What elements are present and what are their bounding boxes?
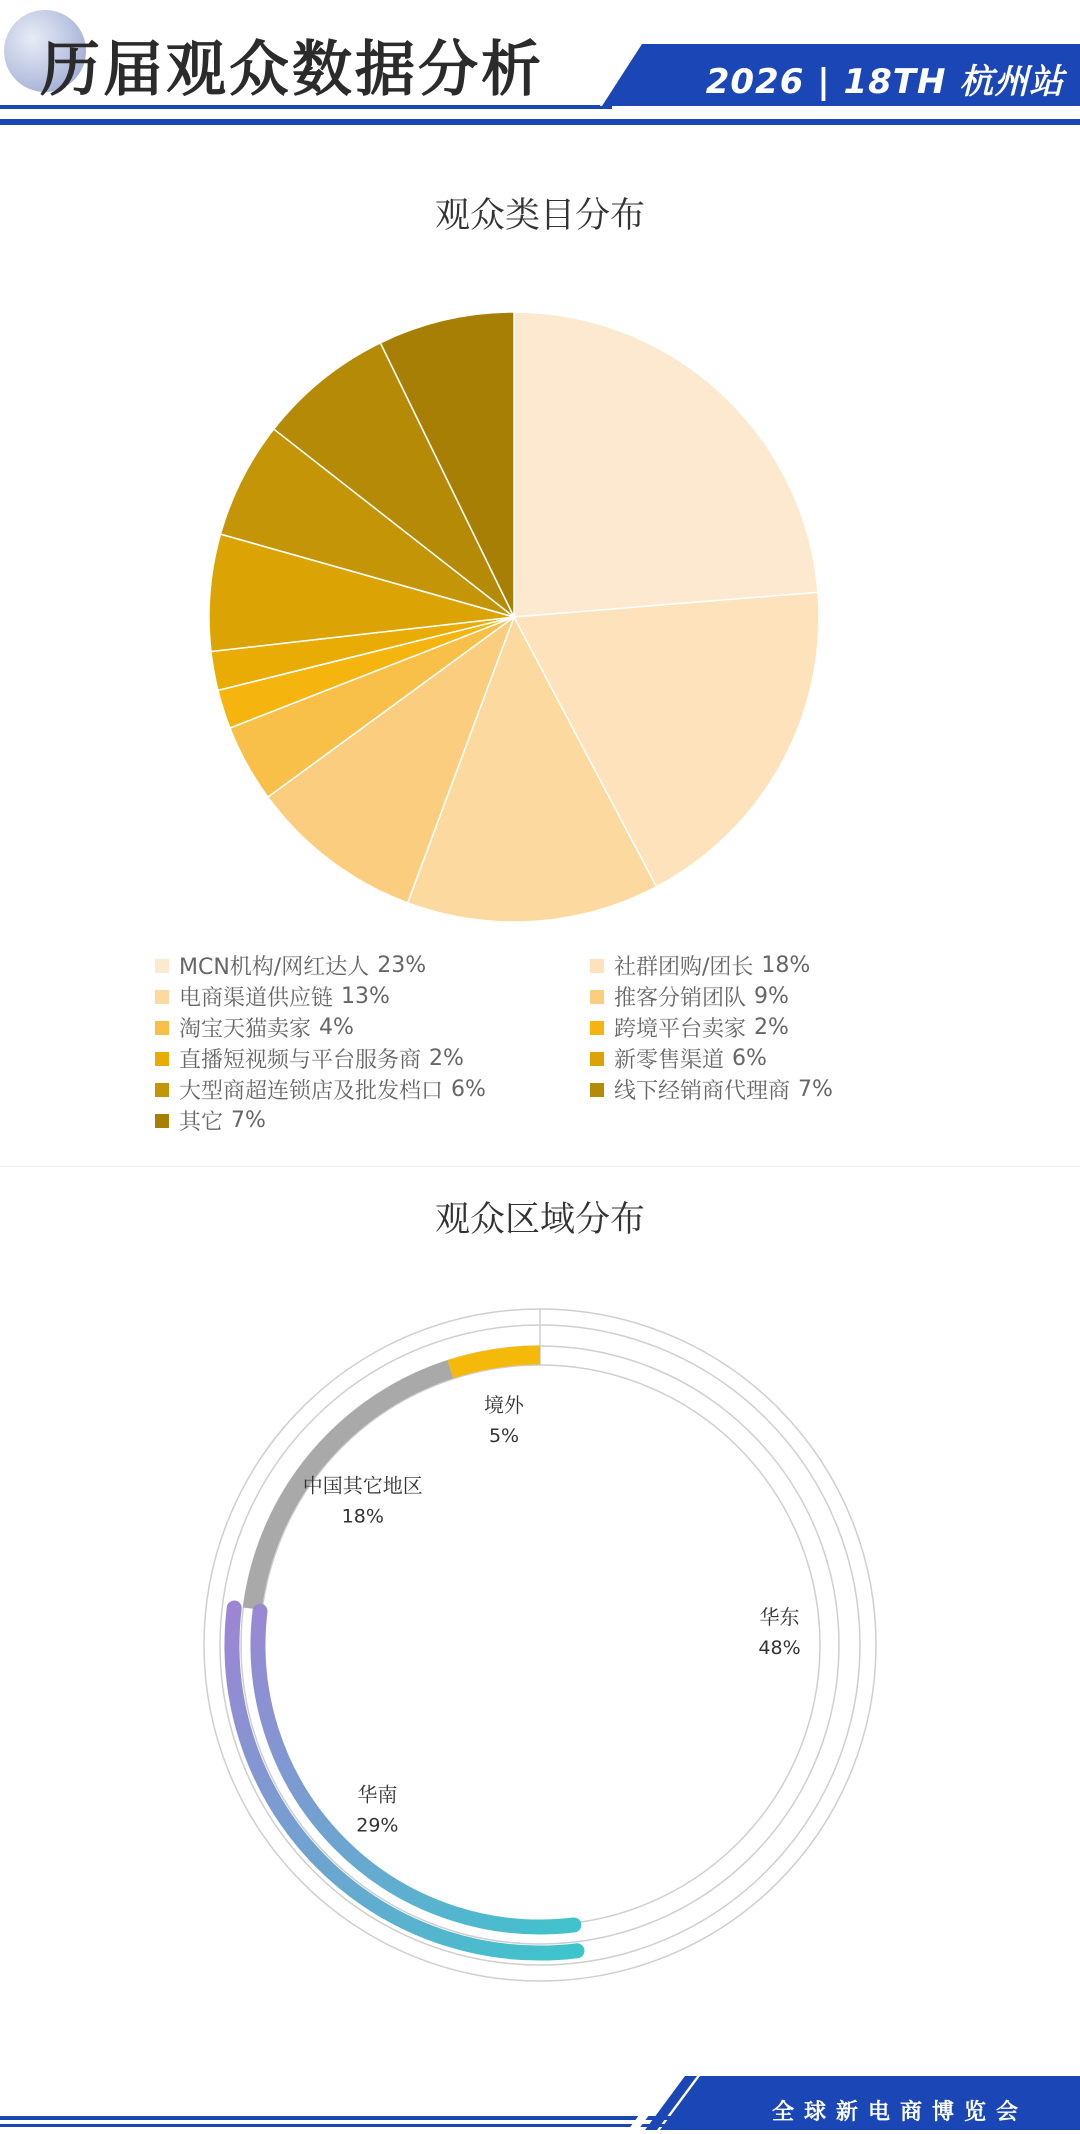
legend-value: 6% <box>732 1046 767 1071</box>
legend-swatch <box>155 1114 169 1128</box>
legend-label: 社群团购/团长 <box>614 955 754 980</box>
legend-label: 推客分销团队 <box>614 986 747 1011</box>
legend-swatch <box>155 1052 169 1066</box>
radial-chart-title: 观众区域分布 <box>434 1200 645 1240</box>
legend-value: 2% <box>429 1046 464 1071</box>
legend-label: 跨境平台卖家 <box>614 1017 747 1042</box>
legend-swatch <box>590 959 604 973</box>
legend-value: 9% <box>754 984 789 1009</box>
legend-swatch <box>590 1021 604 1035</box>
region-value: 29% <box>356 1814 399 1837</box>
region-label: 境外 <box>484 1392 525 1417</box>
footer-text: 全球新电商博览会 <box>771 2100 1028 2125</box>
region-label: 华南 <box>357 1782 398 1807</box>
legend-swatch <box>155 1021 169 1035</box>
region-value: 48% <box>758 1636 801 1659</box>
region-label: 中国其它地区 <box>302 1473 423 1498</box>
legend-item <box>155 1012 354 1043</box>
legend-label: MCN机构/网红达人 <box>179 955 370 980</box>
legend-item <box>155 981 390 1012</box>
legend-item <box>590 981 789 1012</box>
legend-label: 电商渠道供应链 <box>179 986 334 1011</box>
legend-swatch <box>590 1052 604 1066</box>
region-value: 5% <box>488 1424 520 1447</box>
page-title: 历届观众数据分析 <box>40 35 544 105</box>
region-radial-chart <box>0 1270 1080 2000</box>
region-label: 华东 <box>759 1604 800 1629</box>
legend-swatch <box>590 990 604 1004</box>
legend-value: 23% <box>377 953 427 978</box>
legend-value: 18% <box>761 953 811 978</box>
legend-label: 新零售渠道 <box>614 1048 725 1073</box>
region-arc <box>258 1611 574 1927</box>
legend-value: 6% <box>451 1077 486 1102</box>
legend-item <box>155 1043 464 1074</box>
legend-value: 7% <box>231 1108 266 1133</box>
legend-item <box>155 1074 486 1105</box>
legend-label: 淘宝天猫卖家 <box>179 1017 312 1042</box>
header-rule-bottom <box>0 119 1080 125</box>
legend-swatch <box>155 1083 169 1097</box>
category-pie-chart <box>0 300 1080 940</box>
legend-swatch <box>590 1083 604 1097</box>
legend-item <box>155 1105 266 1136</box>
page-header <box>0 0 1080 130</box>
region-value: 18% <box>341 1505 384 1528</box>
region-arc <box>232 1608 577 1953</box>
legend-value: 13% <box>341 984 390 1009</box>
section-divider <box>0 1166 1080 1167</box>
legend-swatch <box>155 959 169 973</box>
legend-label: 大型商超连锁店及批发档口 <box>179 1079 444 1104</box>
legend-swatch <box>155 990 169 1004</box>
legend-value: 7% <box>798 1077 833 1102</box>
legend-value: 4% <box>319 1015 354 1040</box>
legend-item <box>590 1012 789 1043</box>
header-rule-top <box>0 105 612 109</box>
legend-item <box>590 950 810 981</box>
legend-item <box>590 1043 767 1074</box>
legend-value: 2% <box>754 1015 789 1040</box>
legend-item <box>590 1074 833 1105</box>
legend-label: 直播短视频与平台服务商 <box>179 1048 422 1073</box>
pie-slice <box>514 312 818 617</box>
header-badge-text: 2026 | 18TH 杭州站 <box>705 62 1065 102</box>
pie-chart-title: 观众类目分布 <box>434 196 645 236</box>
legend-item <box>155 950 426 981</box>
region-arc <box>450 1355 540 1369</box>
legend-label: 线下经销商代理商 <box>614 1079 791 1104</box>
legend-label: 其它 <box>179 1110 224 1135</box>
